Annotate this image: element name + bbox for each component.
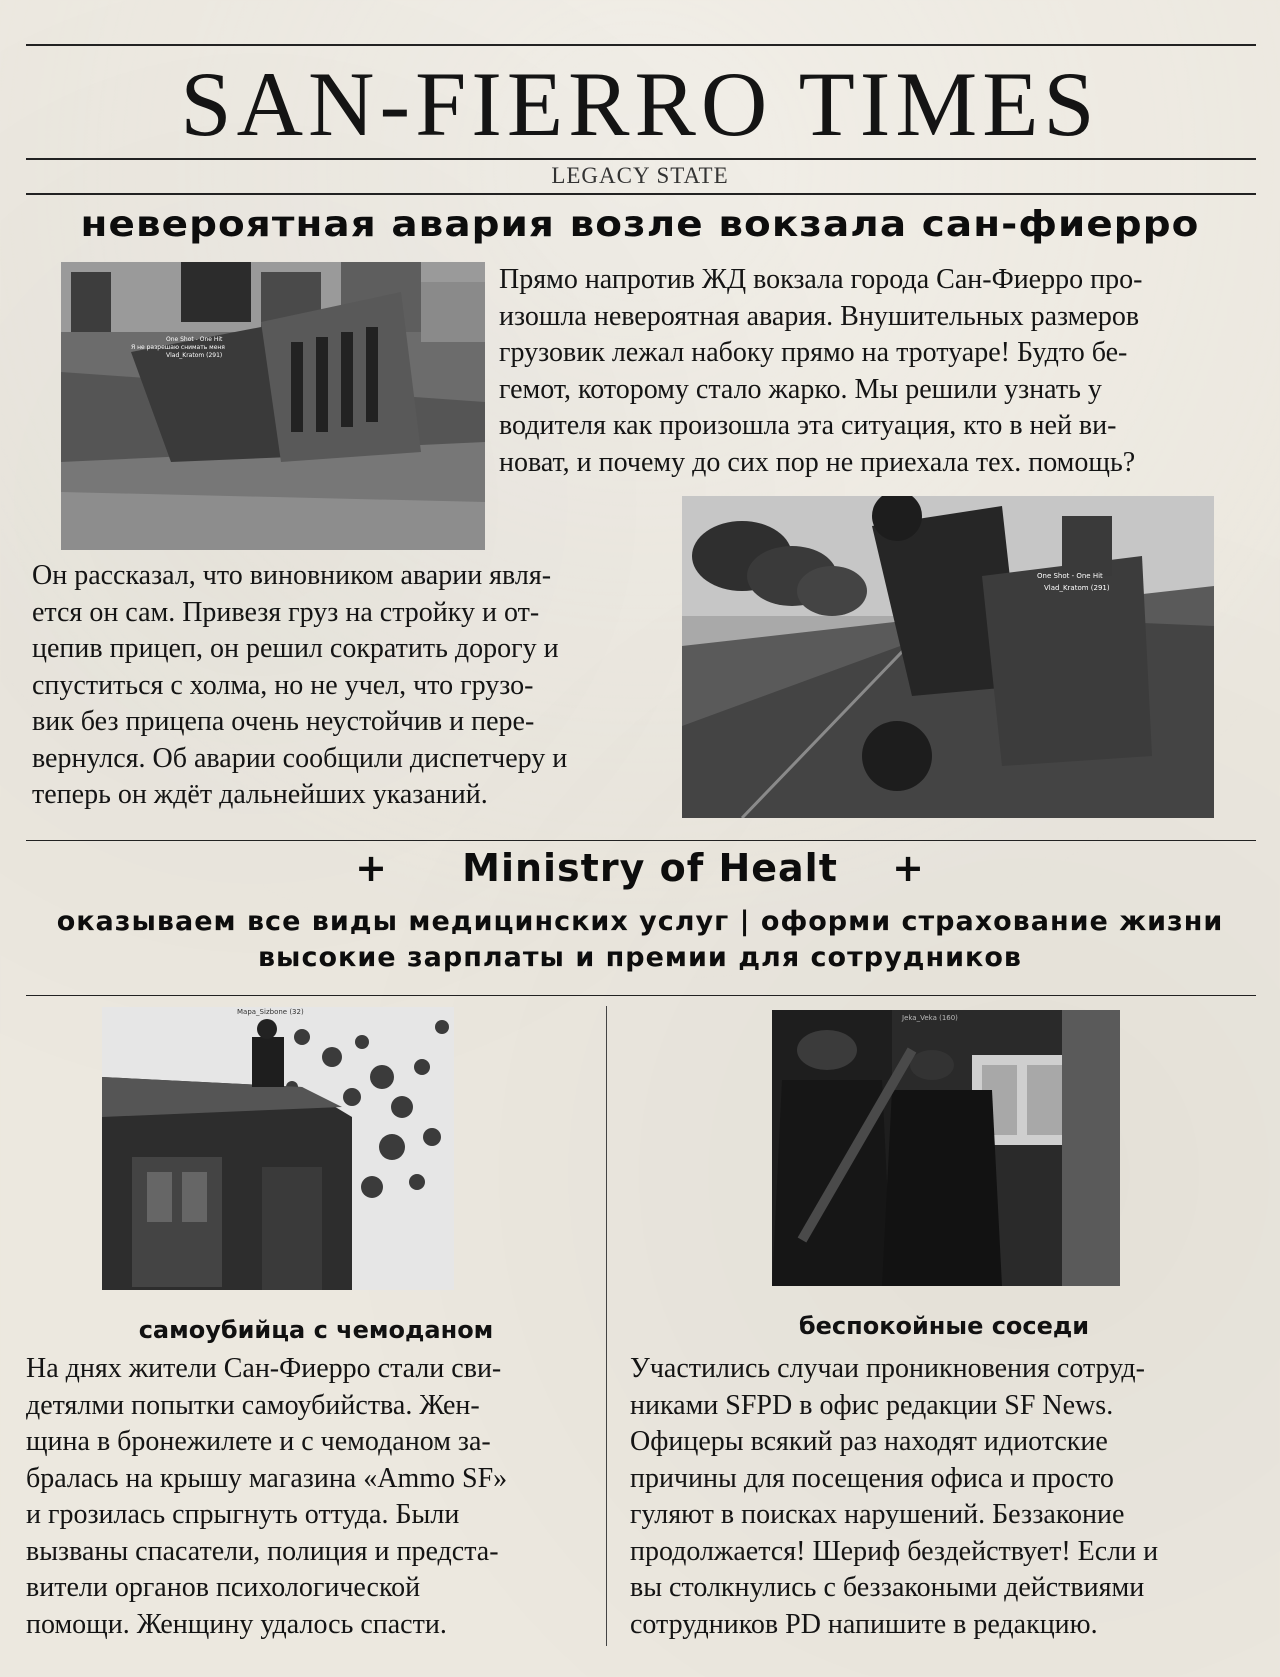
text-line: новат, и почему до сих пор не приехала тех. помощь? [499, 446, 1136, 478]
lead-photo-2 [682, 496, 1214, 818]
ad-bottom-rule [26, 995, 1256, 996]
text-line: Прямо напротив ЖД вокзала города Сан-Фиерро про- [499, 264, 1143, 295]
text-line: вернулся. Об аварии сообщили диспетчеру и [32, 742, 568, 774]
lead-paragraph-1 [499, 262, 1259, 481]
ad-cross-right: + [892, 846, 925, 890]
text-line: вызваны спасатели, полиция и предста- [26, 1535, 499, 1567]
story-left-photo [102, 1007, 454, 1290]
ad-cross-left: + [355, 846, 388, 890]
text-line: Участились случаи проникновения сотруд- [630, 1353, 1145, 1384]
text-line: ется он сам. Привезя груз на стройку и от- [32, 596, 540, 628]
text-line: гемот, которому стало жарко. Мы решили узнать у [499, 373, 1102, 405]
text-line: и грозилась спрыгнуть оттуда. Были [26, 1499, 460, 1530]
story-right-headline: беспокойные соседи [798, 1312, 1090, 1340]
text-line: грузовик лежал набоку прямо на тротуаре! Будто бе- [499, 337, 1128, 368]
ad-line-1: оказываем все виды медицинских услуг | оформи страхование жизни [56, 906, 1224, 937]
text-line: теперь он ждёт дальнейших указаний. [32, 779, 488, 810]
photo-2-tag: One Shot - One Hit [1037, 572, 1103, 580]
text-line: вители органов психологической [26, 1572, 421, 1603]
story-right-photo [772, 1010, 1120, 1286]
column-divider [606, 1006, 607, 1646]
masthead-top-rule [26, 44, 1256, 46]
text-line: продолжается! Шериф бездействует! Если и [630, 1535, 1159, 1567]
story-left-text [26, 1351, 601, 1643]
photo-2-nametag: Vlad_Kratom (291) [1044, 584, 1110, 592]
text-line: помощи. Женщину удалось спасти. [26, 1608, 447, 1640]
photo-1-tag: One Shot - One Hit [166, 336, 223, 343]
text-line: вик без прицепа очень неустойчив и пере- [32, 706, 535, 737]
text-line: бралась на крышу магазина «Ammo SF» [26, 1462, 508, 1494]
text-line: гуляют в поисках нарушений. Беззаконие [630, 1499, 1125, 1530]
edition-rule [26, 193, 1256, 195]
ad-line-2: высокие зарплаты и премии для сотрудников [257, 942, 1023, 973]
lead-headline: невероятная авария возле вокзала сан-фиерро [80, 204, 1200, 245]
text-line: сотрудников PD напишите в редакцию. [630, 1608, 1098, 1640]
text-line: водителя как произошла эта ситуация, кто в ней ви- [499, 410, 1117, 441]
lead-photo-1 [61, 262, 485, 550]
masthead-title: SAN-FIERRO TIMES [180, 53, 1100, 155]
story-right-photo-nametag: Jeka_Veka (160) [902, 1014, 958, 1022]
story-left-headline: самоубийца с чемоданом [138, 1316, 494, 1344]
photo-1-small-text: Я не разрешаю снимать меня [131, 344, 225, 351]
story-left-photo-nametag: Mapa_Sizbone (32) [237, 1008, 304, 1016]
ad-title-row [0, 846, 1280, 890]
text-line: спуститься с холма, но не учел, что грузо- [32, 669, 534, 701]
ad-title: Ministry of Healt [462, 846, 838, 890]
text-line: щина в бронежилете и с чемоданом за- [26, 1426, 491, 1457]
text-line: На днях жители Сан-Фиерро стали сви- [26, 1353, 502, 1384]
text-line: детялми попытки самоубийства. Жен- [26, 1389, 480, 1421]
text-line: Он рассказал, что виновником аварии явля- [32, 560, 552, 591]
story-right-text [630, 1351, 1270, 1643]
edition-label: LEGACY STATE [551, 163, 729, 188]
text-line: изошла невероятная авария. Внушительных размеров [499, 300, 1140, 332]
photo-1-nametag: Vlad_Kratom (291) [166, 352, 223, 359]
text-line: цепив прицеп, он решил сократить дорогу и [32, 633, 559, 664]
lead-paragraph-2 [32, 558, 672, 814]
masthead-bottom-rule [26, 158, 1256, 160]
text-line: никами SFPD в офис редакции SF News. [630, 1389, 1114, 1421]
text-line: Офицеры всякий раз находят идиотские [630, 1426, 1108, 1457]
text-line: вы столкнулись с беззакоными действиями [630, 1572, 1145, 1603]
ad-top-rule [26, 840, 1256, 841]
text-line: причины для посещения офиса и просто [630, 1462, 1114, 1494]
